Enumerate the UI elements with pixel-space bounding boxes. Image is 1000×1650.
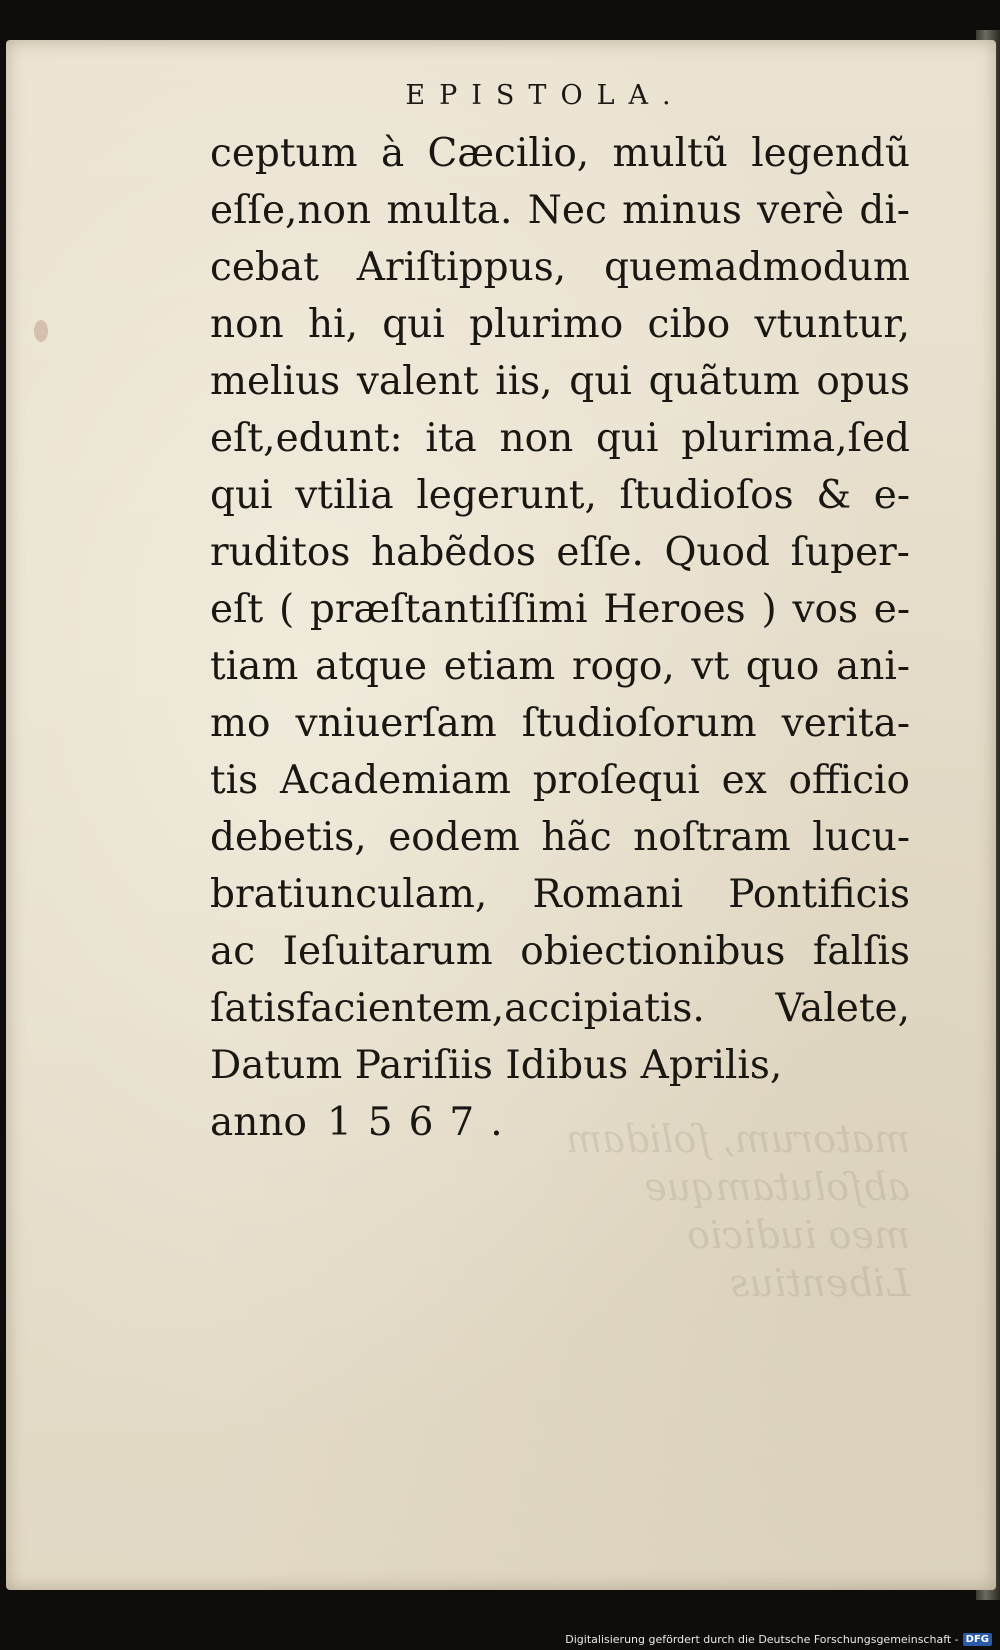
text-line: non hi, qui plurimo cibo vtuntur,	[210, 302, 910, 347]
text-line: ruditos habẽdos eſſe. Quod ſuper-	[210, 530, 910, 575]
body-text	[210, 125, 910, 1151]
bleed-through-text: matorum, ſolidam abſolutamque meo iudicio Libentius	[566, 1117, 910, 1305]
footer-credit	[565, 1630, 992, 1648]
text-line: melius valent iis, qui quãtum opus	[210, 359, 910, 404]
date-line	[210, 1094, 910, 1151]
text-line: qui vtilia legerunt, ſtudioſos & e-	[210, 473, 910, 518]
text-line: cebat Ariſtippus, quemadmodum	[210, 245, 910, 290]
running-head: EPISTOLA.	[405, 80, 685, 111]
text-line: ſatisfacientem,accipiatis. Valete,	[210, 986, 910, 1031]
dfg-logo: DFG	[963, 1633, 992, 1646]
text-line: debetis, eodem hãc noſtram lucu-	[210, 815, 910, 860]
text-line: Datum Pariſiis Idibus Aprilis,	[210, 1043, 783, 1088]
date-year: 1567.	[326, 1100, 519, 1145]
text-line: eſt ( præſtantiſſimi Heroes ) vos e-	[210, 587, 910, 632]
text-line: ac Ieſuitarum obiectionibus falſis	[210, 929, 910, 974]
paper-stain	[34, 320, 48, 342]
text-line: eſſe,non multa. Nec minus verè di-	[210, 188, 910, 233]
text-line: ceptum à Cæcilio, multũ legendũ	[210, 131, 910, 176]
date-prefix: anno	[210, 1100, 307, 1145]
text-line: bratiunculam, Romani Pontificis	[210, 872, 910, 917]
text-line: mo vniuerſam ſtudioſorum verita-	[210, 701, 910, 746]
text-line: tiam atque etiam rogo, vt quo ani-	[210, 644, 910, 689]
text-line: tis Academiam proſequi ex officio	[210, 758, 910, 803]
text-line: eſt,edunt: ita non qui plurima,ſed	[210, 416, 910, 461]
funding-credit: Digitalisierung gefördert durch die Deutsche Forschungsgemeinschaft -	[565, 1632, 959, 1646]
